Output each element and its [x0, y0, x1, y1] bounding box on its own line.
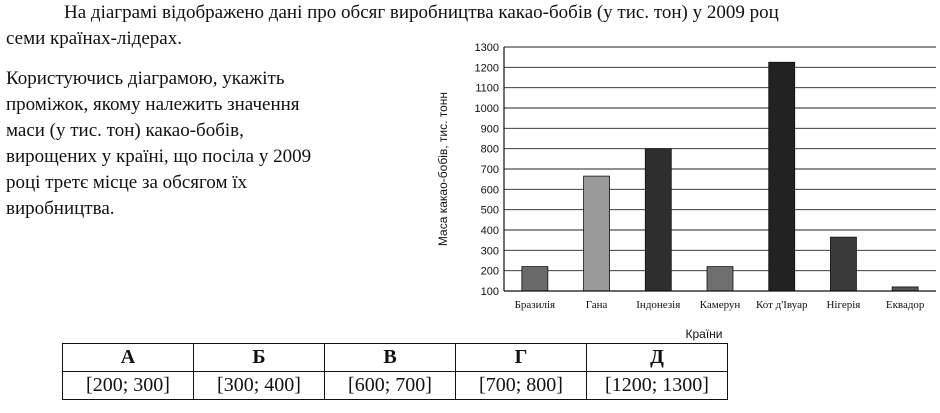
answer-letters-row — [63, 344, 728, 372]
answer-option: [600; 700] — [325, 372, 456, 400]
x-category-label: Гана — [585, 299, 608, 311]
bar — [892, 287, 918, 291]
answer-letter: Г — [456, 344, 587, 372]
answer-table — [62, 343, 728, 400]
bar-chart — [430, 36, 940, 346]
question-line: виробництва. — [6, 198, 115, 219]
bar — [707, 267, 733, 291]
answer-letter: В — [325, 344, 456, 372]
y-axis-label: Маса какао-бобів, тис. тонн — [436, 91, 450, 247]
question-line: році третє місце за обсягом їх — [6, 172, 247, 193]
answer-options-row — [63, 372, 728, 400]
bars — [522, 62, 918, 291]
x-category-label: Кот д'Івуар — [755, 299, 808, 311]
x-category-label: Бразилія — [514, 299, 556, 311]
x-category-label: Камерун — [699, 299, 741, 311]
question-line: Користуючись діаграмою, укажіть — [6, 68, 285, 89]
answer-option: [200; 300] — [63, 372, 194, 400]
bar — [645, 149, 671, 291]
y-tick-label: 800 — [480, 143, 499, 156]
question-line: вирощених у країні, що посіла у 2009 — [6, 146, 312, 167]
y-tick-label: 300 — [480, 245, 499, 258]
grid-lines — [504, 47, 936, 291]
answer-letter: Д — [587, 344, 728, 372]
y-tick-label: 1100 — [475, 82, 499, 95]
y-tick-label: 600 — [480, 184, 499, 197]
intro-line-1: На діаграмі відображено дані про обсяг виробництва какао-бобів (у тис. тон) у 2009 роц — [64, 2, 779, 23]
x-category-label: Еквадор — [885, 299, 925, 311]
y-tick-label: 500 — [480, 204, 499, 217]
y-tick-label: 400 — [480, 225, 499, 237]
question-line: проміжок, якому належить значення — [6, 94, 300, 115]
answer-option: [1200; 1300] — [587, 372, 728, 400]
bar — [522, 267, 548, 291]
y-tick-label: 100 — [480, 286, 499, 298]
intro-line-2: семи країнах-лідерах. — [6, 28, 182, 49]
x-category-label: Нігерія — [826, 299, 861, 311]
x-category-label: Індонезія — [636, 299, 681, 311]
y-tick-label: 200 — [480, 265, 499, 278]
question-text — [6, 66, 406, 222]
bar — [584, 176, 610, 291]
question-line: маси (у тис. тон) какао-бобів, — [6, 120, 244, 141]
bar — [769, 62, 795, 291]
y-tick-label: 700 — [480, 164, 499, 176]
y-tick-label: 1300 — [474, 42, 499, 54]
x-category-labels — [515, 299, 925, 311]
y-tick-label: 900 — [480, 123, 499, 136]
answer-option: [300; 400] — [194, 372, 325, 400]
y-tick-labels — [475, 42, 499, 298]
answer-option: [700; 800] — [456, 372, 587, 400]
y-tick-label: 1000 — [474, 103, 499, 115]
bar — [830, 237, 856, 291]
x-axis-label: Країни — [685, 327, 723, 341]
y-tick-label: 1200 — [474, 62, 499, 75]
answer-letter: А — [63, 344, 194, 372]
answer-letter: Б — [194, 344, 325, 372]
